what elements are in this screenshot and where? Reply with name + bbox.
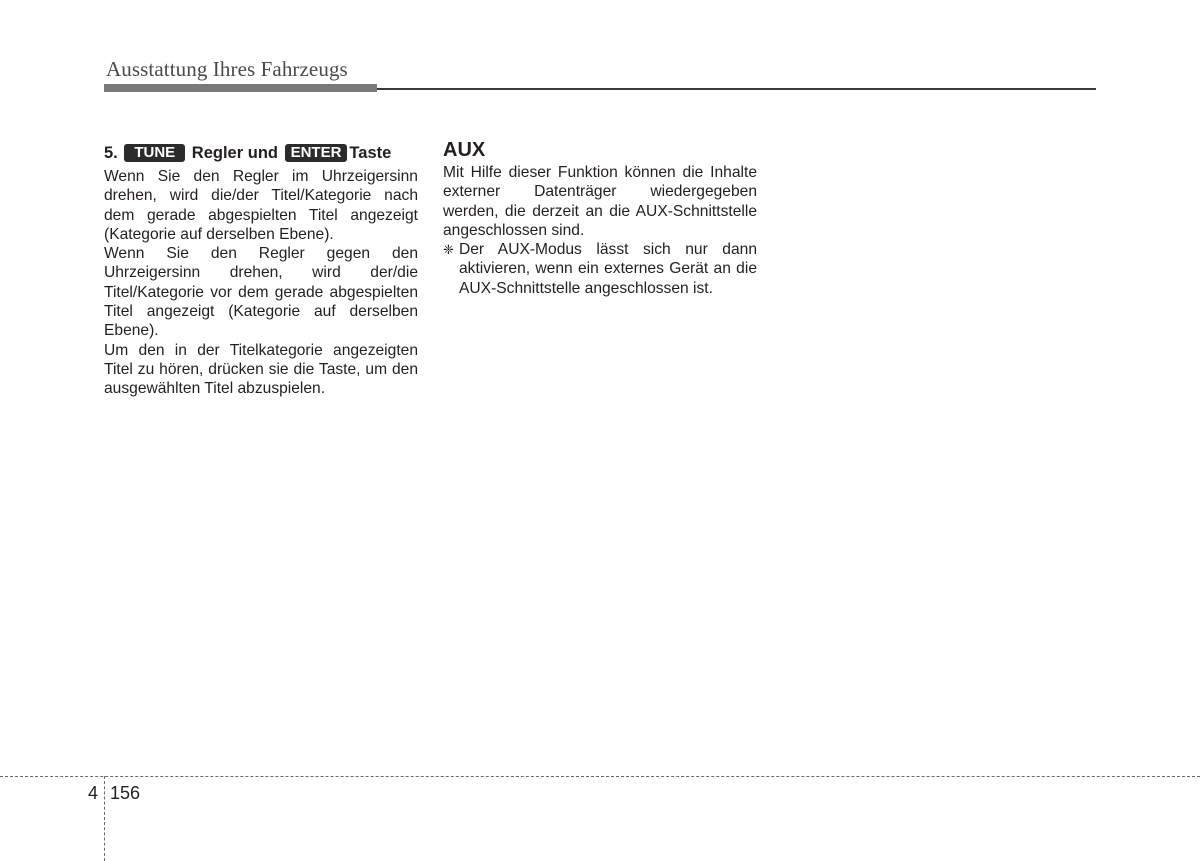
header-rule-accent (104, 84, 377, 92)
aux-paragraph: Mit Hilfe dieser Funktion können die Inhalte externer Datenträger wiedergegeben werden, die derzeit an die AUX-Schnittstelle angeschlossen sind. (443, 164, 757, 239)
chapter-number: 4 (88, 783, 99, 803)
tune-enter-heading (104, 142, 418, 164)
section-title: Ausstattung Ihres Fahrzeugs (106, 57, 348, 81)
note-asterism-icon: ❈ (443, 242, 454, 258)
paragraph-counterclockwise: Wenn Sie den Regler gegen den Uhrzeigersinn drehen, wird der/die Titel/Kategorie vor dem gerade abgespielten Titel angezeigt (Kategorie auf derselben Ebene). (104, 245, 418, 340)
heading-mid-text: Regler und (191, 144, 278, 162)
right-column (443, 138, 757, 298)
tune-badge: TUNE (124, 144, 185, 162)
footer-vertical-divider (104, 776, 105, 861)
page-number: 156 (110, 783, 141, 803)
footer-divider (0, 776, 1200, 777)
left-column (104, 139, 418, 399)
paragraph-clockwise: Wenn Sie den Regler im Uhrzeigersinn drehen, wird die/der Titel/Kategorie nach dem gerade abgespielten Titel angezeigt (Kategorie auf derselben Ebene). (104, 168, 418, 243)
aux-heading: AUX (443, 139, 486, 161)
heading-number: 5. (104, 144, 118, 162)
enter-badge: ENTER (285, 144, 348, 162)
paragraph-play-title: Um den in der Titelkategorie angezeigten Titel zu hören, drücken sie die Taste, um den ausgewählten Titel abzuspielen. (104, 341, 418, 398)
heading-end-text: Taste (349, 144, 392, 162)
aux-note-text: Der AUX-Modus lässt sich nur dann aktivieren, wenn ein externes Gerät an die AUX-Schnittstelle angeschlossen ist. (459, 241, 757, 297)
aux-note (443, 240, 757, 298)
